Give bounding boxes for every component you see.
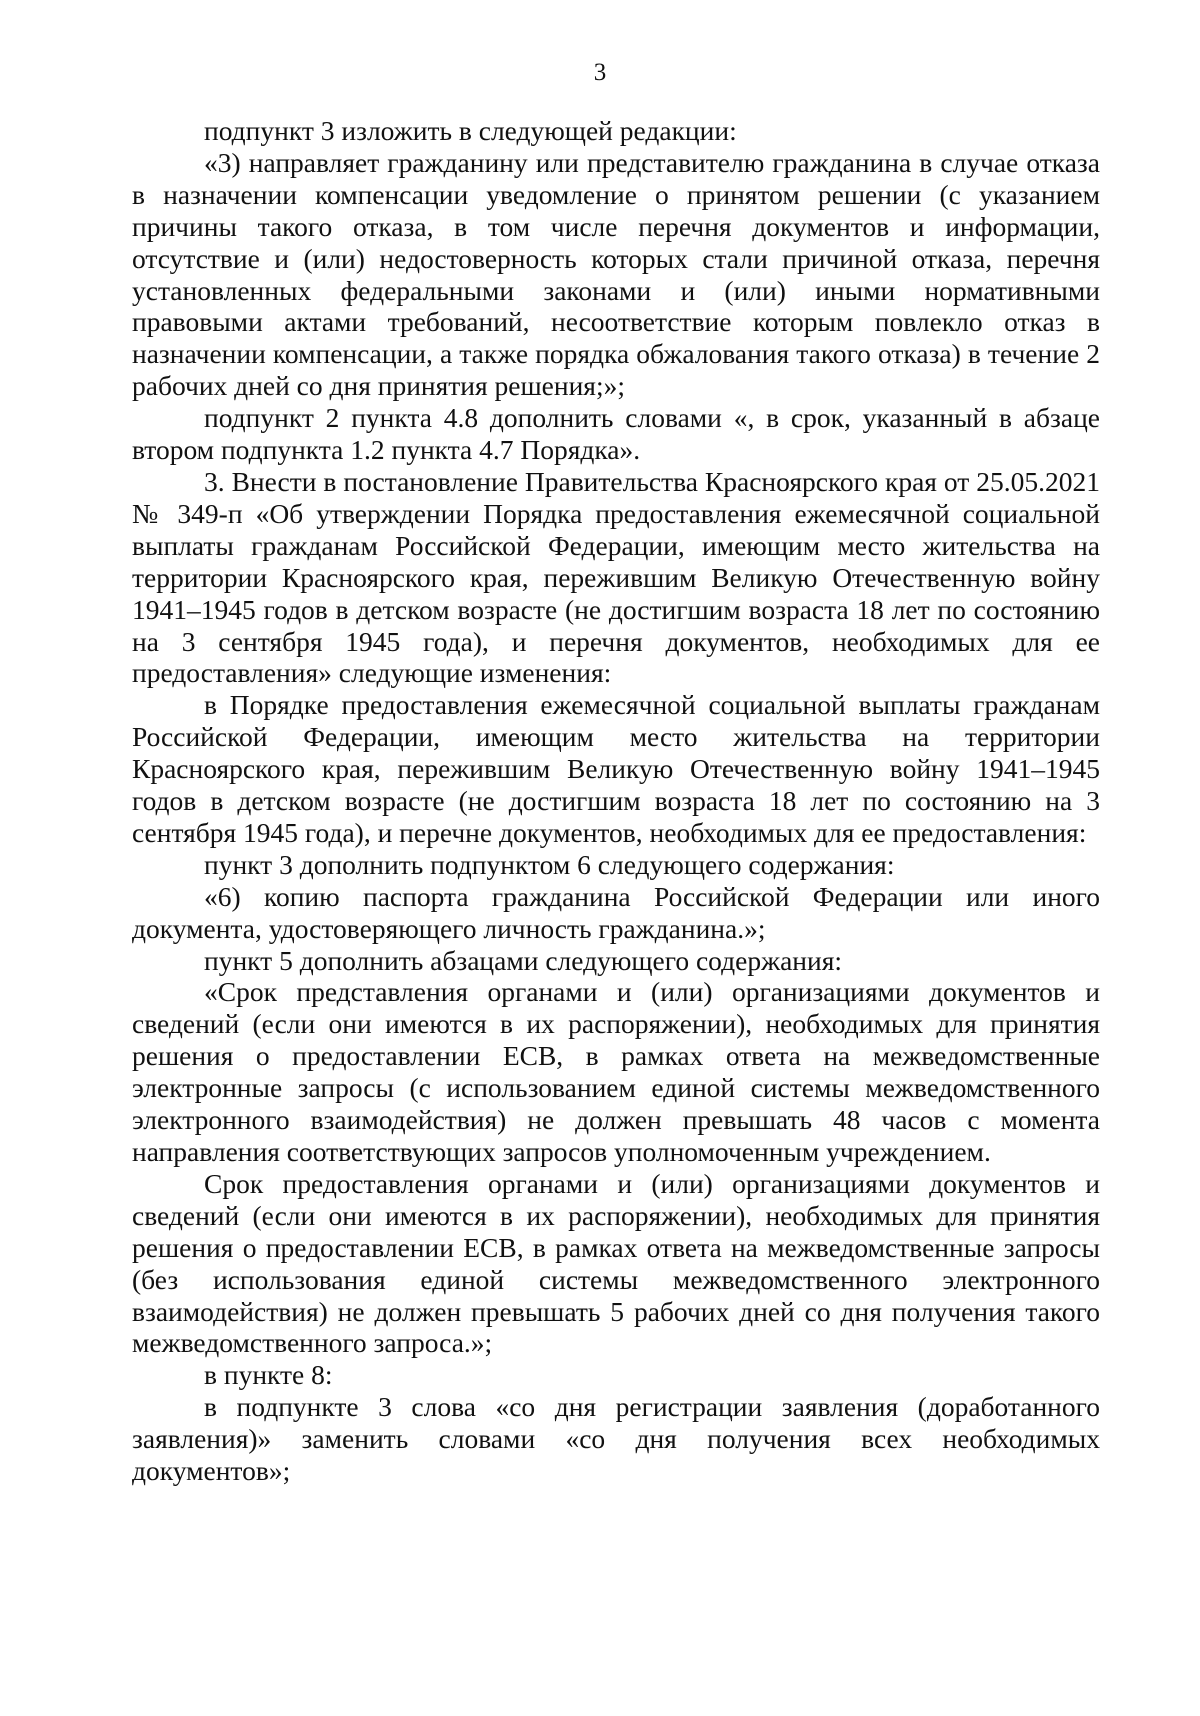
paragraph-subpoint-2-point-4-8: подпункт 2 пункта 4.8 дополнить словами «, в срок, указанный в абзаце втором подпункта 1.2 пункта 4.7 Порядка». bbox=[132, 402, 1100, 466]
paragraph-item-3-amend-resolution: 3. Внести в постановление Правительства Красноярского края от 25.05.2021 № 349-п «Об утверждении Порядка предоставления ежемесячной социальной выплаты гражданам Российской Федерации, имеющим место жительства на территории Красноярского края, пережившим Великую Отечественную войну 1941–1945 годов в детском возрасте (не достигшим возраста 18 лет по состоянию на 3 сентября 1945 года), и перечня документов, необходимых для ее предоставления» следующие изменения: bbox=[132, 465, 1100, 689]
document-body bbox=[132, 115, 1100, 1487]
paragraph-subpoint-3-intro: подпункт 3 изложить в следующей редакции: bbox=[204, 115, 737, 146]
paragraph-procedure-intro: в Порядке предоставления ежемесячной социальной выплаты гражданам Российской Федерации, имеющим место жительства на территории Красноярского края, пережившим Великую Отечественную войну 1941–1945 годов в детском возрасте (не достигшим возраста 18 лет по состоянию на 3 сентября 1945 года), и перечне документов, необходимых для ее предоставления: bbox=[132, 689, 1100, 848]
paragraph-point-3-addition: пункт 3 дополнить подпунктом 6 следующего содержания: bbox=[204, 848, 895, 880]
paragraph-subpoint-3-text: «3) направляет гражданину или представителю гражданина в случае отказа в назначении компенсации уведомление о принятом решении (с указанием причины такого отказа, в том числе перечня документов и информации, отсутствие и (или) недостоверность которых стали причиной отказа, перечня установленных федеральными законами и (или) иными нормативными правовыми актами требований, несоответствие которым повлекло отказ в назначении компенсации, а также порядка обжалования такого отказа) в течение 2 рабочих дней со дня принятия решения;»; bbox=[132, 146, 1100, 402]
paragraph-point-5-addition: пункт 5 дополнить абзацами следующего содержания: bbox=[204, 944, 843, 976]
paragraph-point-8-subpoint-3: в подпункте 3 слова «со дня регистрации заявления (доработанного заявления)» заменить словами «со дня получения всех необходимых документов»; bbox=[132, 1391, 1100, 1487]
paragraph-deadline-electronic-requests: «Срок представления органами и (или) организациями документов и сведений (если они имеются в их распоряжении), необходимых для принятия решения о предоставлении ЕСВ, в рамках ответа на межведомственные электронные запросы (с использованием единой системы межведомственного электронного взаимодействия) не должен превышать 48 часов с момента направления соответствующих запросов уполномоченным учреждением. bbox=[132, 976, 1100, 1167]
page-number: 3 bbox=[593, 59, 607, 86]
paragraph-subpoint-6-text: «6) копию паспорта гражданина Российской Федерации или иного документа, удостоверяющего личность гражданина.»; bbox=[132, 880, 1100, 944]
paragraph-point-8-intro: в пункте 8: bbox=[204, 1359, 333, 1391]
paragraph-deadline-non-electronic-requests: Срок предоставления органами и (или) организациями документов и сведений (если они имеются в их распоряжении), необходимых для принятия решения о предоставлении ЕСВ, в рамках ответа на межведомственные запросы (без использования единой системы межведомственного электронного взаимодействия) не должен превышать 5 рабочих дней со дня получения такого межведомственного запроса.»; bbox=[132, 1167, 1100, 1359]
